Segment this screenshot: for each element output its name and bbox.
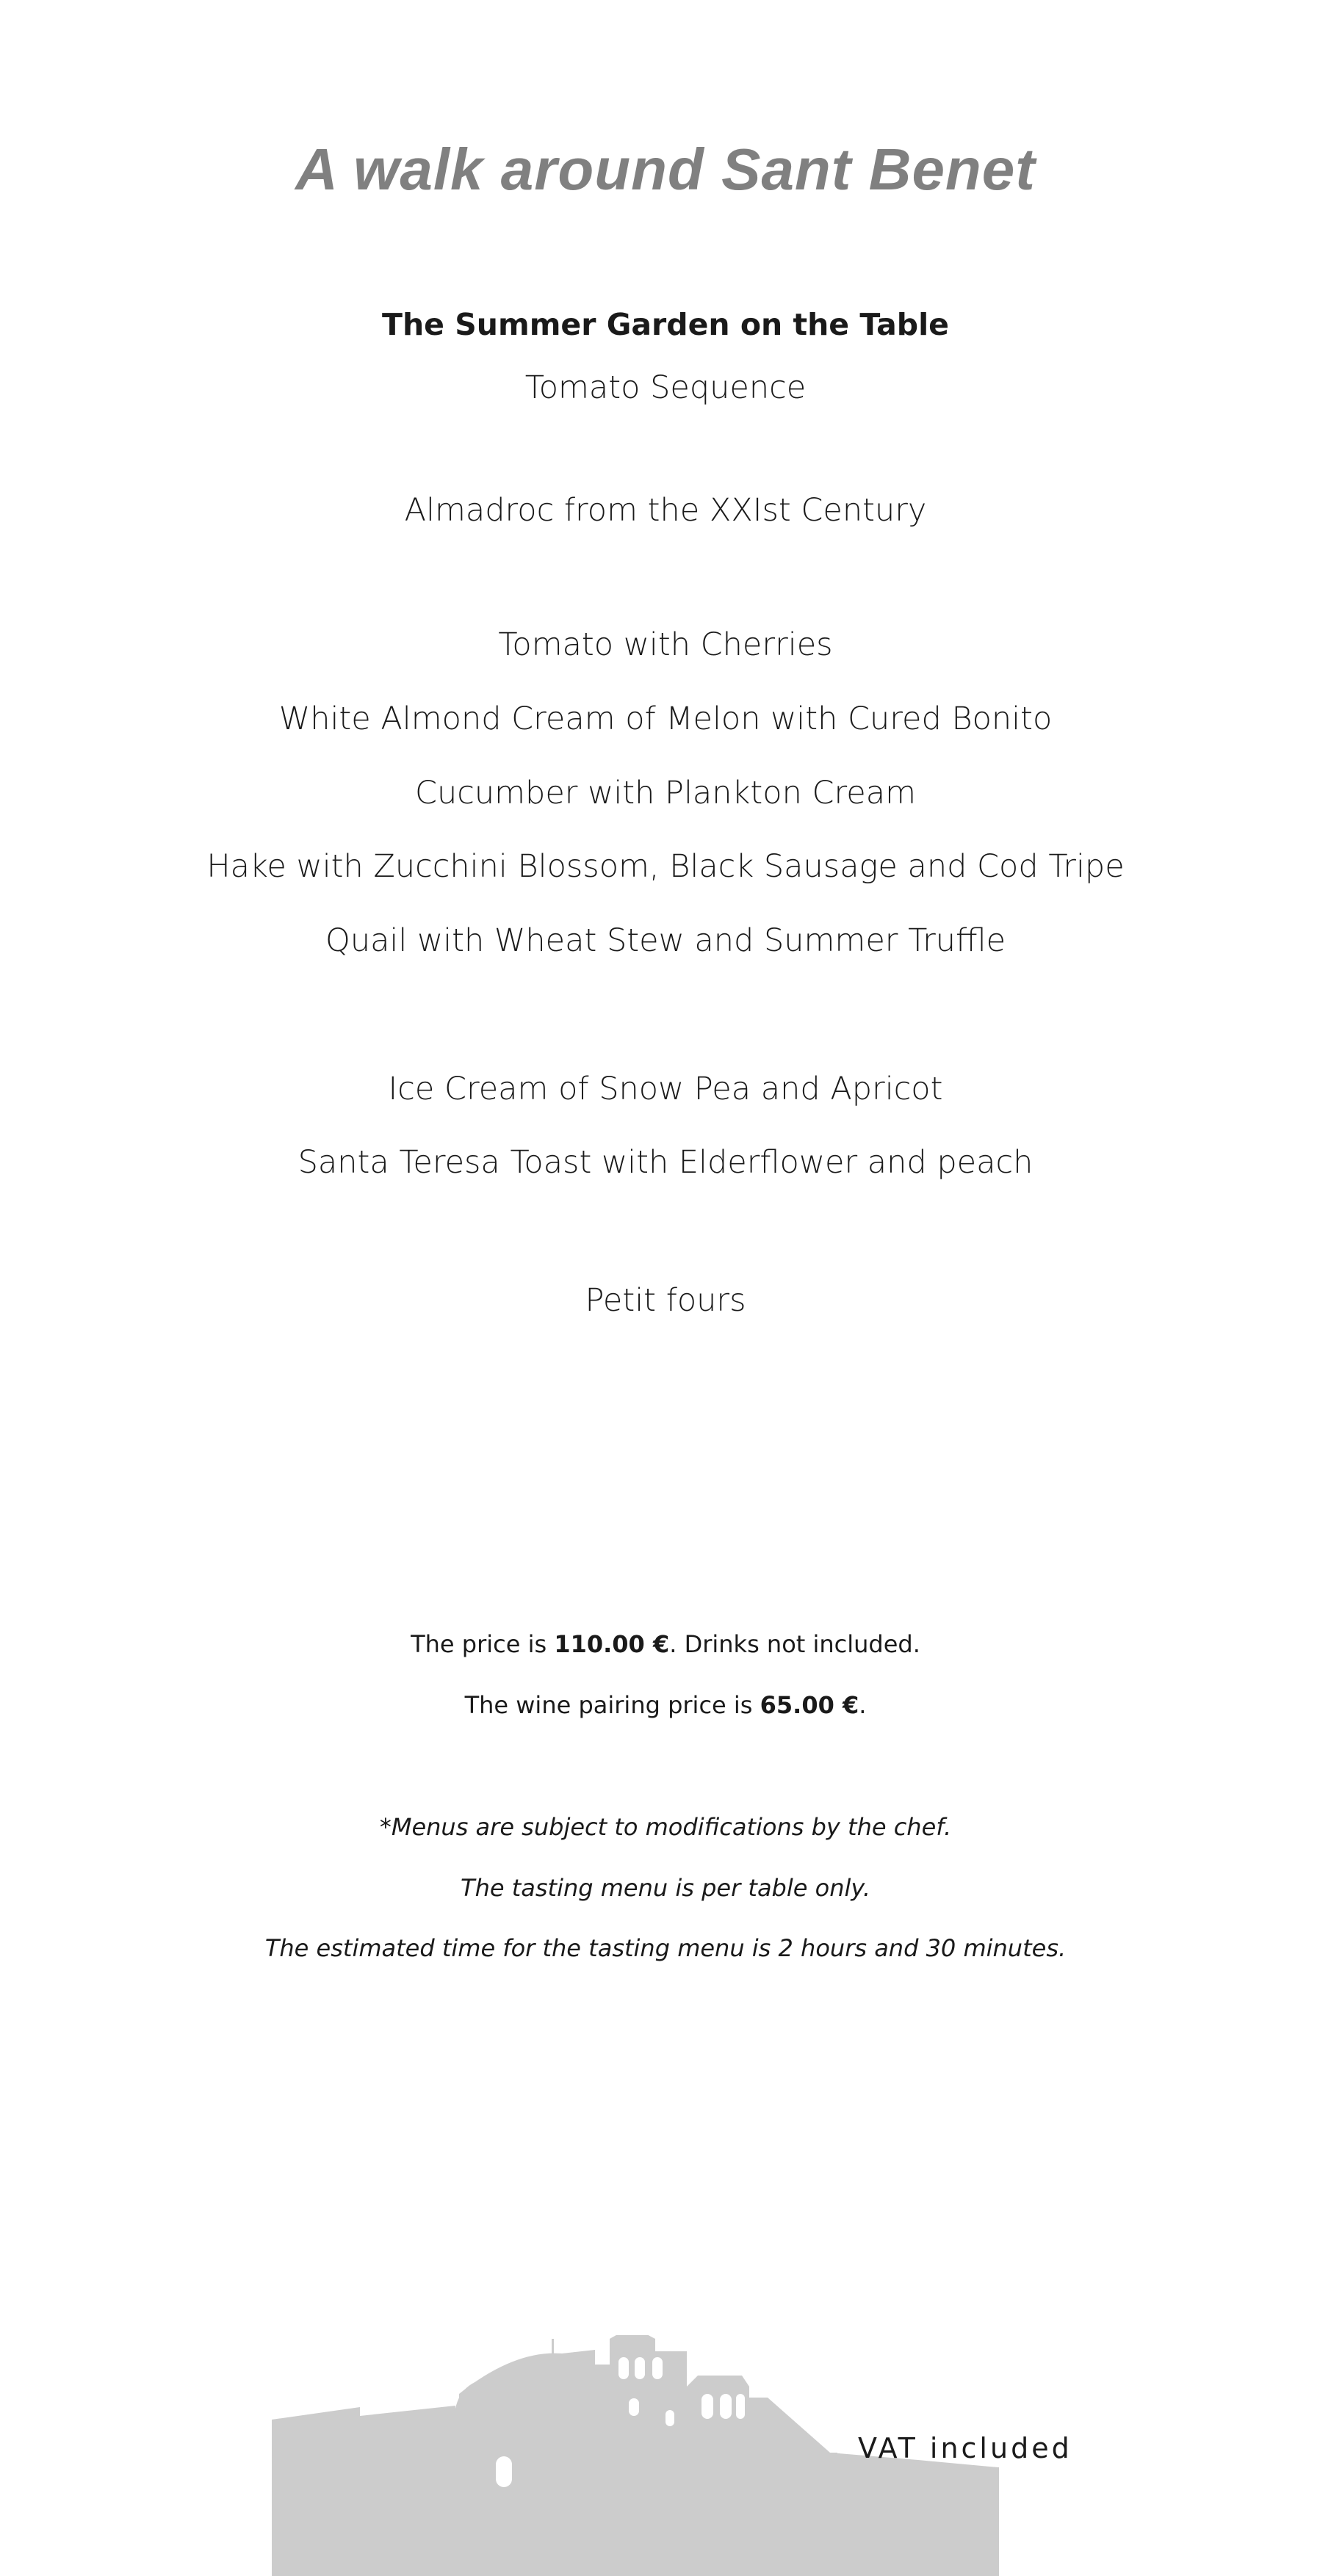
menu-subtitle: The Summer Garden on the Table — [382, 307, 949, 342]
note-line: The estimated time for the tasting menu is 2 hours and 30 minutes. — [264, 1934, 1067, 1962]
note-line: *Menus are subject to modifications by the chef. — [379, 1813, 952, 1841]
course-item: Tomato Sequence — [524, 369, 807, 406]
course-item: Hake with Zucchini Blossom, Black Sausage and Cod Tripe — [206, 848, 1125, 885]
course-item: Almadroc from the XXIst Century — [404, 492, 927, 529]
course-item: Cucumber with Plankton Cream — [415, 775, 916, 811]
price-value: 110.00 € — [554, 1630, 670, 1658]
price-suffix: . Drinks not included. — [669, 1630, 920, 1658]
course-item: Santa Teresa Toast with Elderflower and peach — [297, 1144, 1034, 1181]
price-line — [0, 1630, 1331, 1658]
wine-price-value: 65.00 € — [760, 1691, 859, 1719]
wine-prefix: The wine pairing price is — [464, 1691, 760, 1719]
course-item: White Almond Cream of Melon with Cured Bonito — [278, 701, 1053, 737]
menu-title: A walk around Sant Benet — [295, 137, 1036, 202]
price-prefix: The price is — [411, 1630, 555, 1658]
course-item: Quail with Wheat Stew and Summer Truffle — [325, 922, 1006, 959]
wine-suffix: . — [859, 1691, 867, 1719]
wine-pairing-line — [0, 1691, 1331, 1719]
course-item: Tomato with Cherries — [498, 626, 833, 663]
vat-note: VAT included — [858, 2432, 1072, 2464]
course-item: Ice Cream of Snow Pea and Apricot — [388, 1071, 943, 1107]
course-item: Petit fours — [585, 1282, 746, 1319]
note-line: The tasting menu is per table only. — [461, 1874, 870, 1902]
